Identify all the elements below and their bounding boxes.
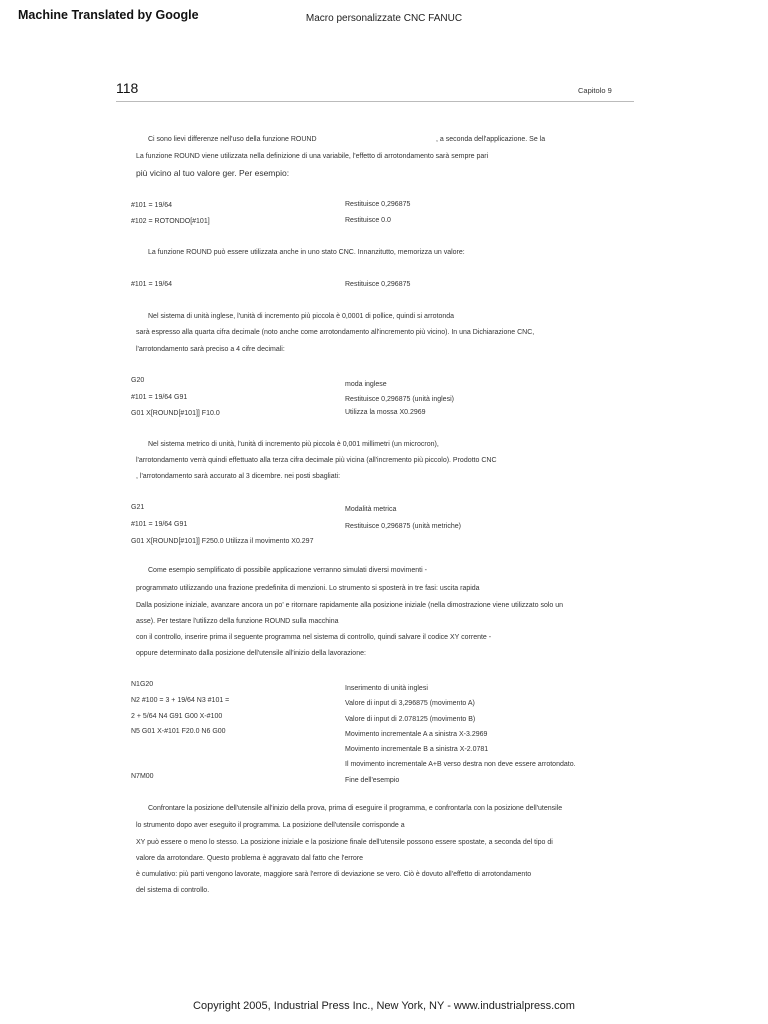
example1-code-1: #101 = 19/64 <box>131 202 173 209</box>
para3-line-2: sarà espresso alla quarta cifra decimale (noto anche come arrotondamento all'incremento più vicino). In una Dichiarazione CNC, <box>136 329 535 336</box>
program-comment-2: Valore di input di 3,296875 (movimento A) <box>345 700 475 707</box>
program-code-3: 2 + 5/64 N4 G91 G00 X-#100 <box>131 713 223 720</box>
para3-line-1: Nel sistema di unità inglese, l'unità di incremento più piccola è 0,0001 di pollice, quindi si arrotonda <box>148 313 455 320</box>
example3-code-3: G01 X[ROUND[#101]] F10.0 <box>131 410 220 417</box>
para6-line-3: XY può essere o meno lo stesso. La posizione iniziale e la posizione finale dell'utensile possono essere spostate, a seconda del tipo di <box>136 839 553 846</box>
program-code-1: N1G20 <box>131 681 154 688</box>
example3-result-3: Utilizza la mossa X0.2969 <box>345 409 426 416</box>
copyright-footer: Copyright 2005, Industrial Press Inc., New York, NY - www.industrialpress.com <box>193 1000 575 1012</box>
para6-line-2: lo strumento dopo aver eseguito il programma. La posizione dell'utensile corrisponde a <box>136 822 405 829</box>
para6-line-5: è cumulativo: più parti vengono lavorate, maggiore sarà l'errore di deviazione se vero. Ciò è dovuto all'effetto di arrotondamento <box>136 871 532 878</box>
para6-line-6: del sistema di controllo. <box>136 887 210 894</box>
example2-result-1: Restituisce 0,296875 <box>345 281 411 288</box>
program-comment-1: Inserimento di unità inglesi <box>345 685 428 692</box>
program-comment-3: Valore di input di 2.078125 (movimento B) <box>345 716 476 723</box>
program-code-4: N5 G01 X-#101 F20.0 N6 G00 <box>131 728 226 735</box>
example3-code-2: #101 = 19/64 G91 <box>131 394 188 401</box>
intro-line-1b: , a seconda dell'applicazione. Se la <box>436 136 546 143</box>
example4-result-1: Modalità metrica <box>345 506 397 513</box>
intro-line-3: più vicino al tuo valore ger. Per esempio: <box>136 168 290 178</box>
program-code-2: N2 #100 = 3 + 19/64 N3 #101 = <box>131 697 230 704</box>
page-number: 118 <box>116 80 139 96</box>
example4-result-2: Restituisce 0,296875 (unità metriche) <box>345 523 461 530</box>
para5-line-1: Come esempio semplificato di possibile applicazione verranno simulati diversi movimenti - <box>148 567 427 574</box>
example4-code-1: G21 <box>131 504 145 511</box>
program-comment-7: Fine dell'esempio <box>345 777 400 784</box>
para5-line-6: oppure determinato dalla posizione dell'utensile all'inizio della lavorazione: <box>136 650 366 657</box>
para4-line-3: , l'arrotondamento sarà accurato al 3 dicembre. nei posti sbagliati: <box>136 473 341 480</box>
watermark-text: Machine Translated by Google <box>18 8 199 22</box>
program-comment-6: Il movimento incrementale A+B verso destra non deve essere arrotondato. <box>345 761 576 768</box>
program-code-5: N7M00 <box>131 773 154 780</box>
example3-code-1: G20 <box>131 377 145 384</box>
header-divider <box>116 101 634 102</box>
para5-line-2: programmato utilizzando una frazione predefinita di menzioni. Lo strumento si sposterà in tre fasi: uscita rapida <box>136 585 480 592</box>
intro-line-2: La funzione ROUND viene utilizzata nella definizione di una variabile, l'effetto di arrotondamento sarà sempre pari <box>136 153 489 160</box>
example2-code-1: #101 = 19/64 <box>131 281 173 288</box>
example1-code-2: #102 = ROTONDO[#101] <box>131 218 210 225</box>
chapter-label: Capitolo 9 <box>578 86 612 95</box>
para5-line-5: con il controllo, inserire prima il seguente programma nel sistema di controllo, quindi salvare il codice XY corrente - <box>136 634 492 641</box>
para5-line-4: asse). Per testare l'utilizzo della funzione ROUND sulla macchina <box>136 618 339 625</box>
para2-line-1: La funzione ROUND può essere utilizzata anche in uno stato CNC. Innanzitutto, memorizza un valore: <box>148 249 465 256</box>
example4-code-2: #101 = 19/64 G91 <box>131 521 188 528</box>
para4-line-2: l'arrotondamento verrà quindi effettuato alla terza cifra decimale più vicina (all'incremento più piccolo). Prodotto CNC <box>136 457 497 464</box>
example4-code-3: G01 X[ROUND[#101]] F250.0 Utilizza il movimento X0.297 <box>131 538 314 545</box>
para5-line-3: Dalla posizione iniziale, avanzare ancora un po' e ritornare rapidamente alla posizione iniziale (nella dimostrazione viene utilizzato solo un <box>136 602 564 609</box>
example1-result-1: Restituisce 0,296875 <box>345 201 411 208</box>
example3-result-2: Restituisce 0,296875 (unità inglesi) <box>345 396 454 403</box>
para4-line-1: Nel sistema metrico di unità, l'unità di incremento più piccola è 0,001 millimetri (un microcron), <box>148 441 439 448</box>
para3-line-3: l'arrotondamento sarà preciso a 4 cifre decimali: <box>136 346 285 353</box>
para6-line-4: valore da arrotondare. Questo problema è aggravato dal fatto che l'errore <box>136 855 364 862</box>
para6-line-1: Confrontare la posizione dell'utensile all'inizio della prova, prima di eseguire il programma, e confrontarla con la posizione dell'utensile <box>148 805 563 812</box>
program-comment-5: Movimento incrementale B a sinistra X-2.0781 <box>345 746 489 753</box>
document-title: Macro personalizzate CNC FANUC <box>305 13 463 24</box>
program-comment-4: Movimento incrementale A a sinistra X-3.2969 <box>345 731 488 738</box>
intro-line-1a: Ci sono lievi differenze nell'uso della funzione ROUND <box>148 136 317 143</box>
example1-result-2: Restituisce 0.0 <box>345 217 391 224</box>
example3-result-1: moda inglese <box>345 381 387 388</box>
